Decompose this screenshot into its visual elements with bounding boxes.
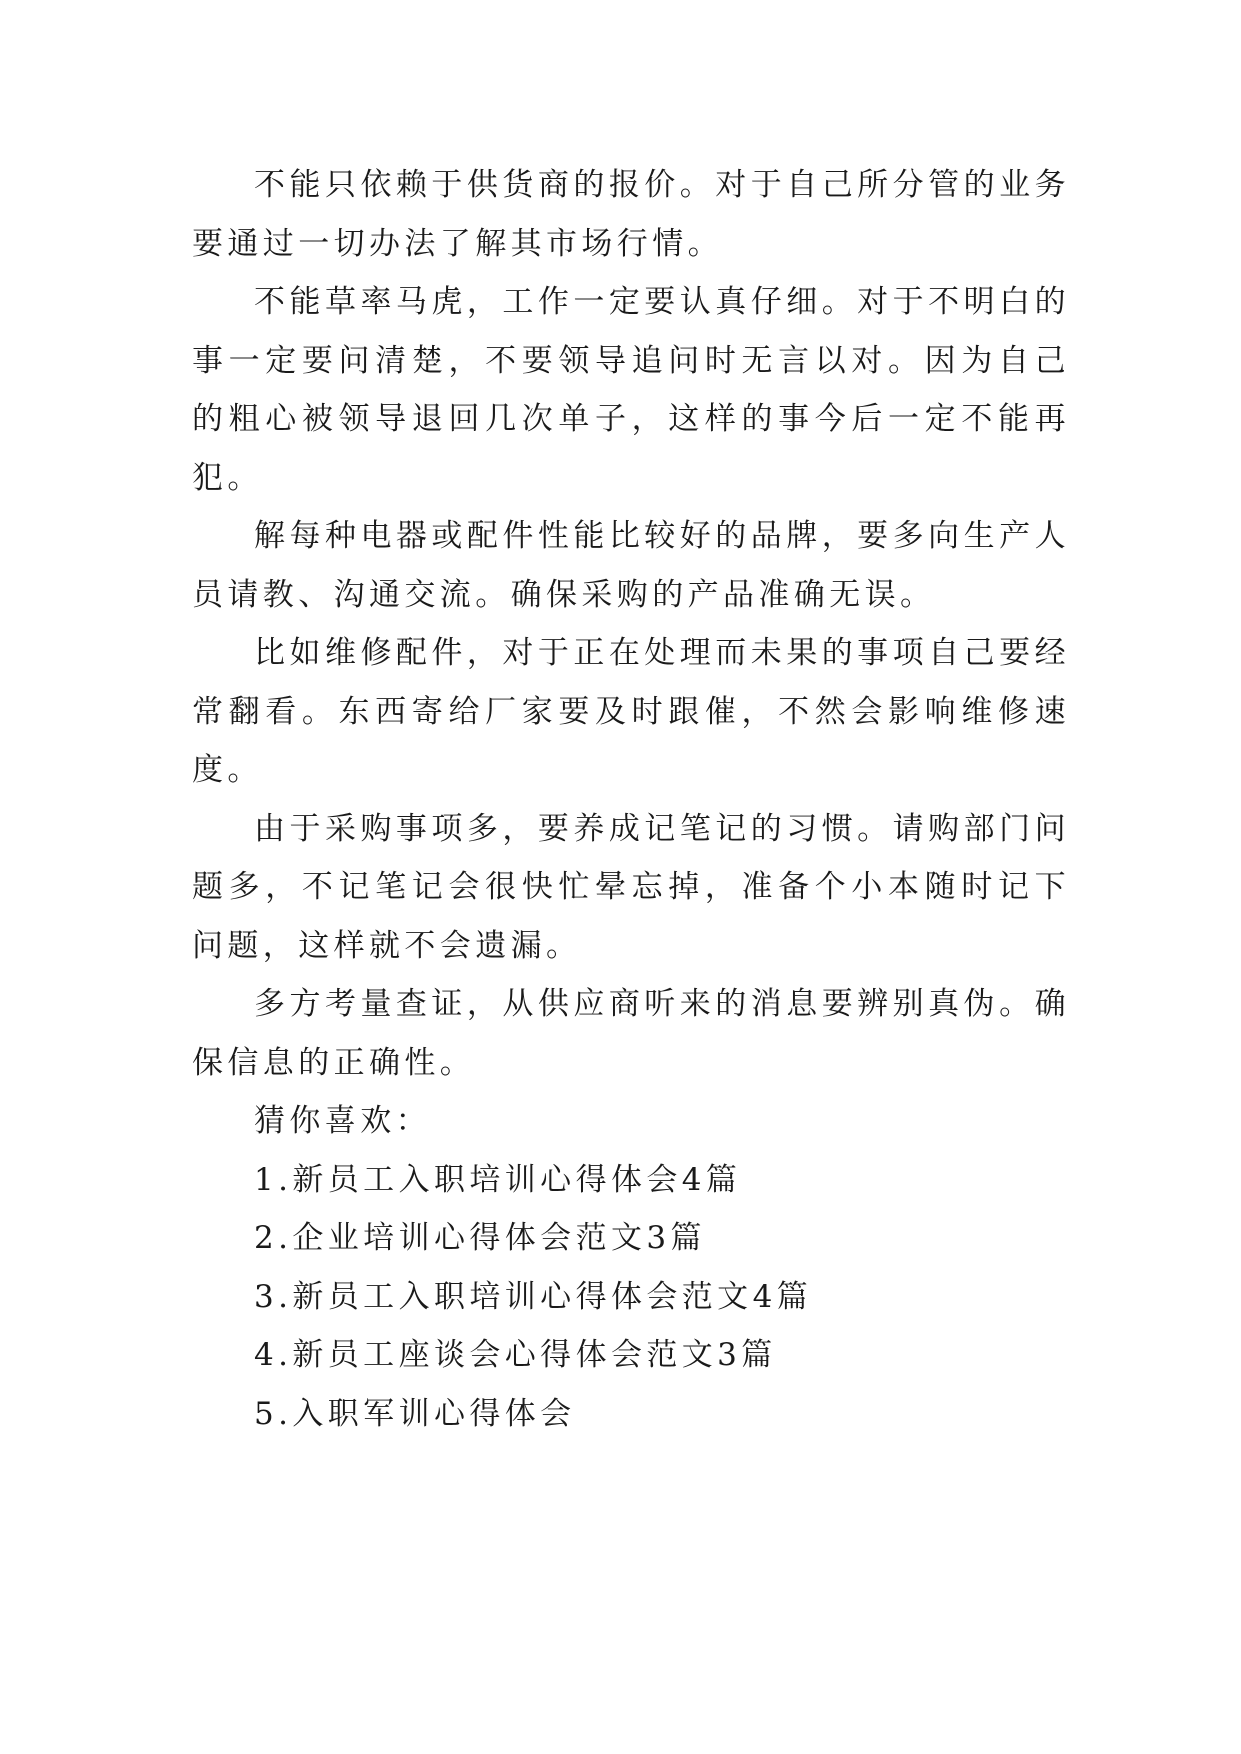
related-link-3[interactable]: 3.新员工入职培训心得体会范文4篇 (254, 1278, 813, 1315)
related-link-5[interactable]: 5.入职军训心得体会 (254, 1395, 576, 1432)
paragraph-1: 不能只依赖于供货商的报价。对于自己所分管的业务要通过一切办法了解其市场行情。 (192, 167, 1070, 262)
related-link-1[interactable]: 1.新员工入职培训心得体会4篇 (254, 1161, 742, 1198)
paragraph-5: 由于采购事项多，要养成记笔记的习惯。请购部门问题多，不记笔记会很快忙晕忘掉，准备个小本随时记下问题，这样就不会遗漏。 (192, 810, 1070, 964)
paragraph-4: 比如维修配件，对于正在处理而未果的事项自己要经常翻看。东西寄给厂家要及时跟催，不然会影响维修速度。 (192, 635, 1070, 788)
related-link-2[interactable]: 2.企业培训心得体会范文3篇 (254, 1220, 706, 1256)
related-heading: 猜你喜欢： (254, 1103, 431, 1139)
paragraph-3: 解每种电器或配件性能比较好的品牌，要多向生产人员请教、沟通交流。确保采购的产品准确无误。 (192, 518, 1070, 613)
related-link-4[interactable]: 4.新员工座谈会心得体会范文3篇 (254, 1337, 777, 1373)
document-body (192, 156, 1070, 1443)
paragraph-6: 多方考量查证，从供应商听来的消息要辨别真伪。确保信息的正确性。 (192, 986, 1070, 1081)
paragraph-2: 不能草率马虎，工作一定要认真仔细。对于不明白的事一定要问清楚，不要领导追问时无言以对。因为自己的粗心被领导退回几次单子，这样的事今后一定不能再犯。 (192, 284, 1070, 496)
